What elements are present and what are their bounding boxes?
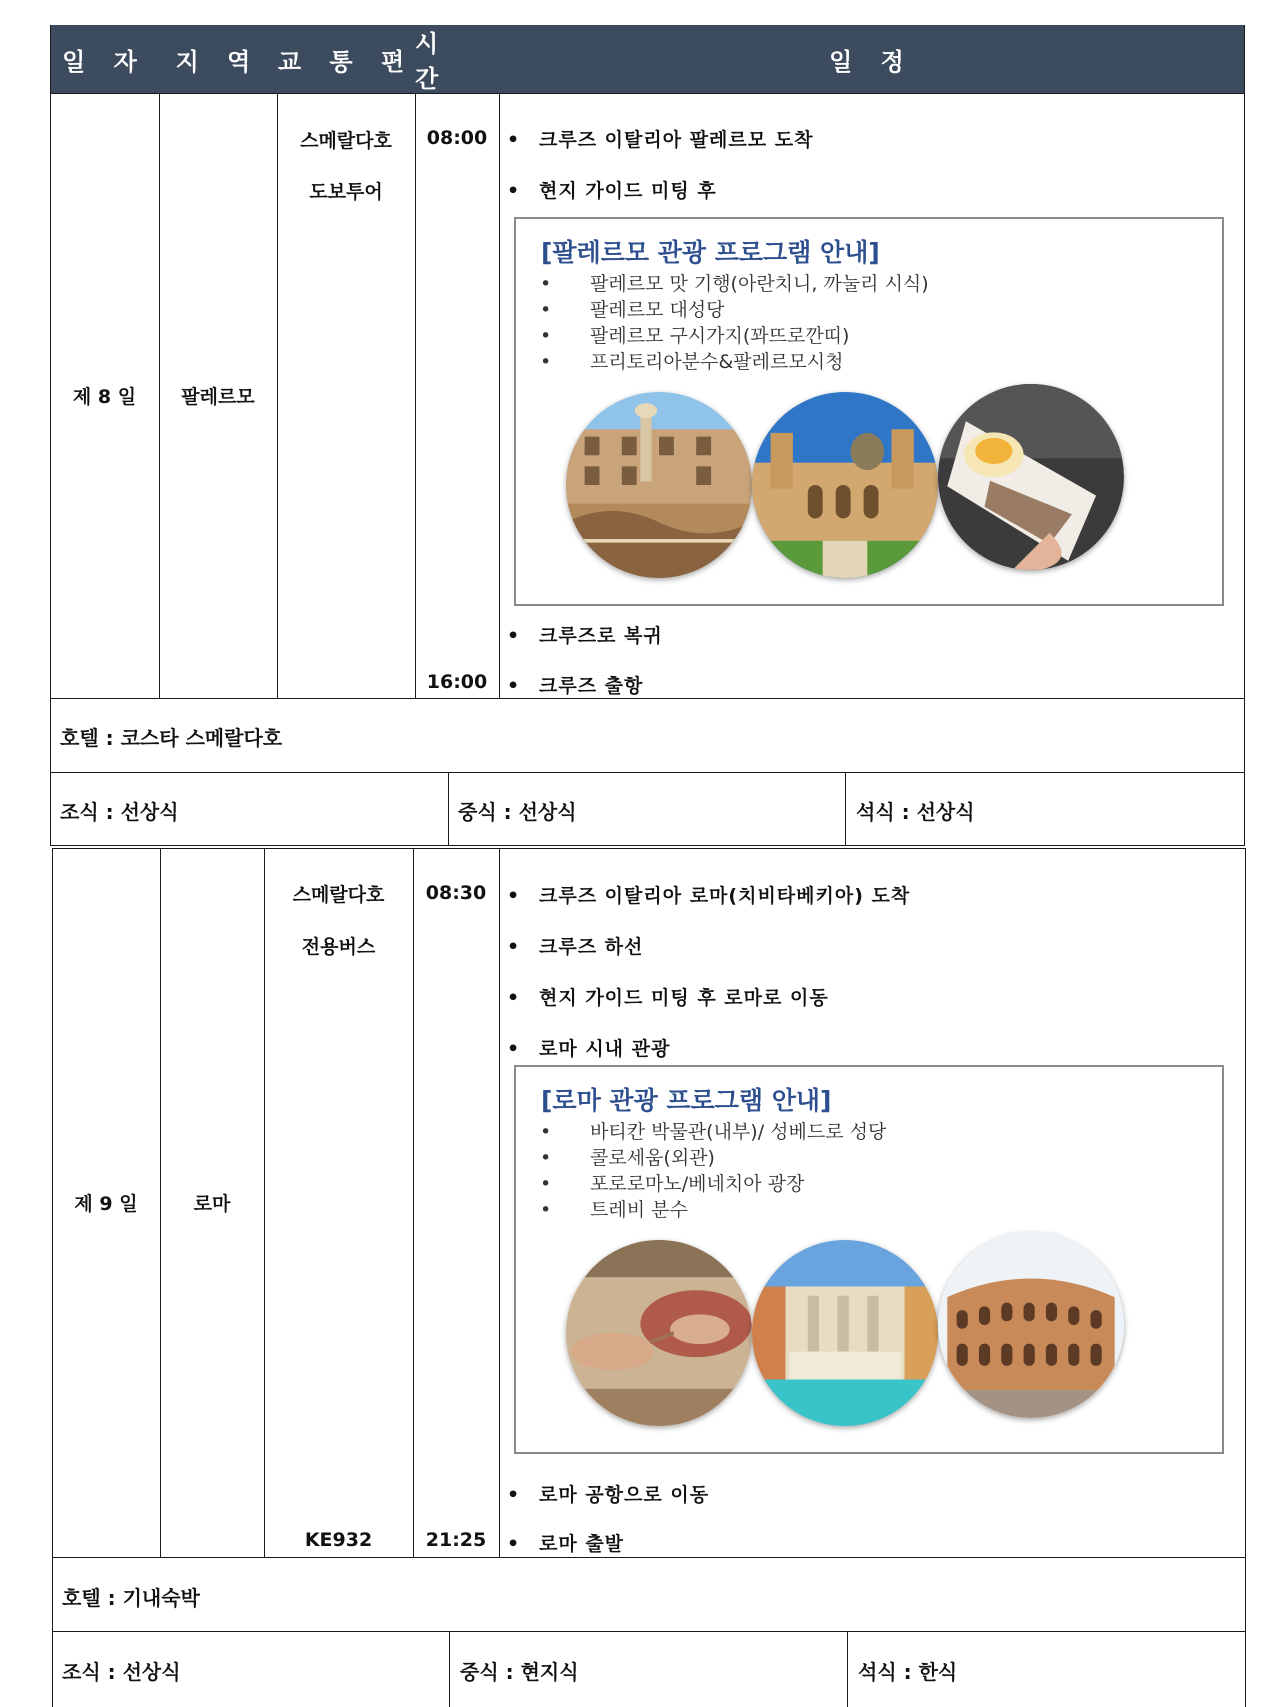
schedule-item: • 크루즈로 복귀 (507, 625, 663, 647)
schedule-item: • 로마 시내 관광 (507, 1038, 671, 1060)
transport-label: 전용버스 (301, 936, 376, 958)
breakfast-label: 조식 : 선상식 (60, 800, 179, 824)
divider (845, 772, 846, 845)
divider (50, 698, 1245, 699)
divider (52, 1557, 1246, 1558)
schedule-item: • 현지 가이드 미팅 후 (507, 180, 717, 202)
header-schedule: 일 정 (829, 47, 914, 76)
lunch-label: 중식 : 선상식 (458, 800, 577, 824)
fountain-photo (566, 392, 752, 578)
breakfast-label: 조식 : 선상식 (62, 1660, 181, 1684)
schedule-item: • 현지 가이드 미팅 후 로마로 이동 (507, 987, 829, 1009)
divider (448, 772, 449, 845)
list-item: • 프리토리아분수&팔레르모시청 (540, 351, 844, 373)
schedule-item: • 크루즈 출항 (507, 675, 644, 697)
header-region: 지 역 (175, 47, 261, 76)
schedule-item: • 크루즈 하선 (507, 936, 644, 958)
cannoli-photo (938, 384, 1124, 570)
time-label: 08:00 (426, 127, 488, 149)
colosseum-photo (938, 1232, 1124, 1418)
divider (50, 845, 1245, 846)
hotel-label: 호텔 : 기내숙박 (62, 1586, 200, 1610)
sistine-photo (566, 1240, 752, 1426)
header-transport: 교 통 편 (277, 47, 415, 76)
divider (499, 848, 500, 1557)
cathedral-photo (752, 392, 938, 578)
region-label: 로마 (193, 1193, 231, 1215)
time-label: 21:25 (425, 1529, 487, 1551)
day-label: 제 9 일 (74, 1193, 138, 1215)
divider (52, 1631, 1246, 1632)
header-time: 시 간 (415, 30, 449, 93)
divider (413, 848, 414, 1557)
schedule-item: • 로마 공항으로 이동 (507, 1484, 710, 1506)
dinner-label: 석식 : 선상식 (856, 800, 975, 824)
list-item: • 트레비 분수 (540, 1199, 688, 1221)
transport-label: 스메랄다호 (292, 884, 385, 906)
divider (1245, 848, 1246, 1707)
transport-label: KE932 (304, 1529, 373, 1551)
transport-label: 도보투어 (309, 181, 383, 203)
region-label: 팔레르모 (181, 386, 255, 408)
schedule-item: • 크루즈 이탈리아 로마(치비타베키아) 도착 (507, 885, 911, 907)
list-item: • 포로로마노/베네치아 광장 (540, 1173, 805, 1195)
day-label: 제 8 일 (72, 386, 137, 408)
list-item: • 콜로세움(외관) (540, 1147, 715, 1169)
program-title: [로마 관광 프로그램 안내] (541, 1086, 832, 1115)
list-item: • 팔레르모 대성당 (540, 299, 725, 321)
divider (499, 93, 500, 698)
divider (847, 1631, 848, 1707)
program-list (540, 271, 929, 375)
program-title: [팔레르모 관광 프로그램 안내] (541, 238, 880, 267)
list-item: • 팔레르모 맛 기행(아란치니, 까눌리 시식) (540, 273, 929, 295)
trevi-photo (752, 1240, 938, 1426)
time-label: 16:00 (426, 671, 488, 693)
list-item: • 팔레르모 구시가지(꽈뜨로깐띠) (540, 325, 850, 347)
divider (50, 772, 1245, 773)
program-list (540, 1119, 886, 1223)
divider (1244, 25, 1245, 845)
header-day: 일 자 (62, 47, 147, 76)
divider (415, 93, 416, 698)
program-box (514, 217, 1224, 606)
transport-label: 스메랄다호 (300, 130, 392, 152)
schedule-item: • 로마 출발 (507, 1533, 625, 1555)
lunch-label: 중식 : 현지식 (460, 1660, 579, 1684)
divider (449, 1631, 450, 1707)
schedule-item: • 크루즈 이탈리아 팔레르모 도착 (507, 129, 814, 151)
list-item: • 바티칸 박물관(내부)/ 성베드로 성당 (540, 1121, 887, 1143)
hotel-label: 호텔 : 코스타 스메랄다호 (60, 726, 283, 750)
time-label: 08:30 (425, 882, 487, 904)
dinner-label: 석식 : 한식 (858, 1660, 958, 1684)
program-box (514, 1065, 1224, 1454)
